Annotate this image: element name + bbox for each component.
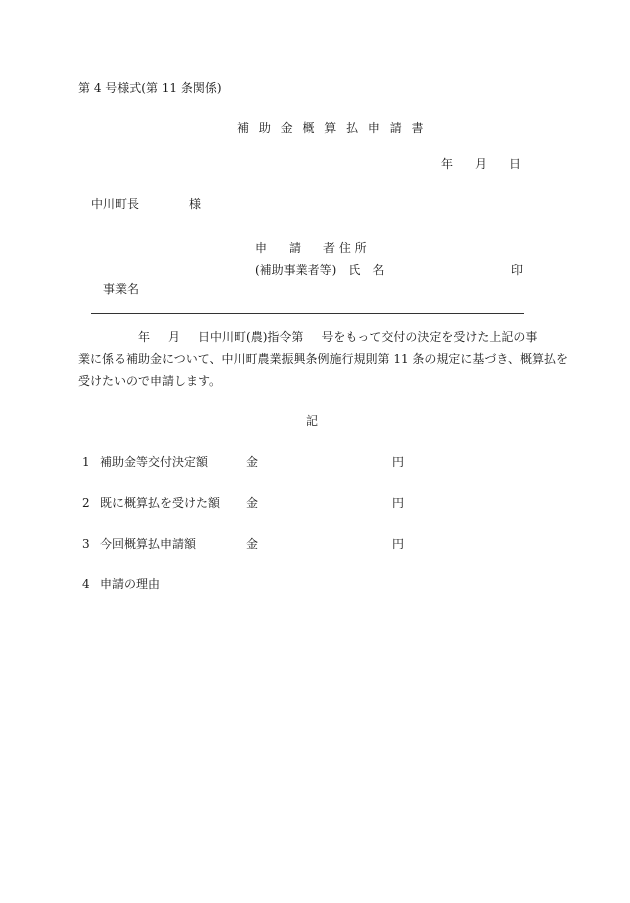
- applicant-label-a: 申: [255, 241, 268, 255]
- applicant-label-c: 者 住 所: [323, 241, 367, 255]
- body-month: 月: [168, 330, 181, 344]
- seal-mark: 印: [511, 263, 524, 277]
- item-number: 4: [82, 577, 90, 591]
- applicant-name-label: (補助事業者等) 氏 名: [255, 263, 385, 277]
- date-line: [441, 158, 521, 170]
- item-label: 申請の理由: [100, 577, 161, 591]
- item-label: 今回概算払申請額: [100, 537, 197, 551]
- list-item: [82, 578, 160, 590]
- item-amount-prefix: 金: [246, 496, 259, 510]
- ki-heading: 記: [306, 414, 319, 428]
- body-line1-mid: 日中川町(農)指令第: [198, 330, 304, 344]
- date-year: 年: [441, 157, 454, 171]
- form-number: 第 4 号様式(第 11 条関係): [78, 81, 222, 95]
- document-title: 補 助 金 概 算 払 申 請 書: [237, 121, 427, 135]
- item-label: 補助金等交付決定額: [100, 455, 209, 469]
- body-year: 年: [138, 330, 151, 344]
- recipient-honorific: 様: [189, 197, 202, 211]
- business-name-label: 事業名: [103, 282, 140, 296]
- recipient-name: 中川町長: [91, 197, 140, 211]
- list-item: [82, 496, 405, 510]
- item-amount-suffix: 円: [392, 537, 405, 551]
- date-month: 月: [475, 157, 488, 171]
- item-amount-prefix: 金: [246, 537, 259, 551]
- item-amount-prefix: 金: [246, 455, 259, 469]
- list-item: [82, 455, 405, 469]
- applicant-label-b: 請: [289, 241, 302, 255]
- item-amount-suffix: 円: [392, 496, 405, 510]
- body-line1-rest: 号をもって交付の決定を受けた上記の事: [321, 330, 538, 344]
- body-line-2: 業に係る補助金について、中川町農業振興条例施行規則第 11 条の規定に基づき、概算払を: [78, 352, 568, 366]
- item-number: 1: [82, 455, 90, 469]
- item-number: 2: [82, 496, 90, 510]
- item-amount-suffix: 円: [392, 455, 405, 469]
- body-paragraph: [78, 326, 568, 392]
- divider-line: [91, 313, 524, 314]
- item-number: 3: [82, 537, 90, 551]
- applicant-address-label: [255, 242, 367, 254]
- item-label: 既に概算払を受けた額: [100, 496, 221, 510]
- list-item: [82, 537, 405, 551]
- recipient: [91, 197, 202, 211]
- body-line-3: 受けたいので申請します。: [78, 374, 222, 388]
- date-day: 日: [509, 157, 522, 171]
- body-line-1: [78, 326, 550, 348]
